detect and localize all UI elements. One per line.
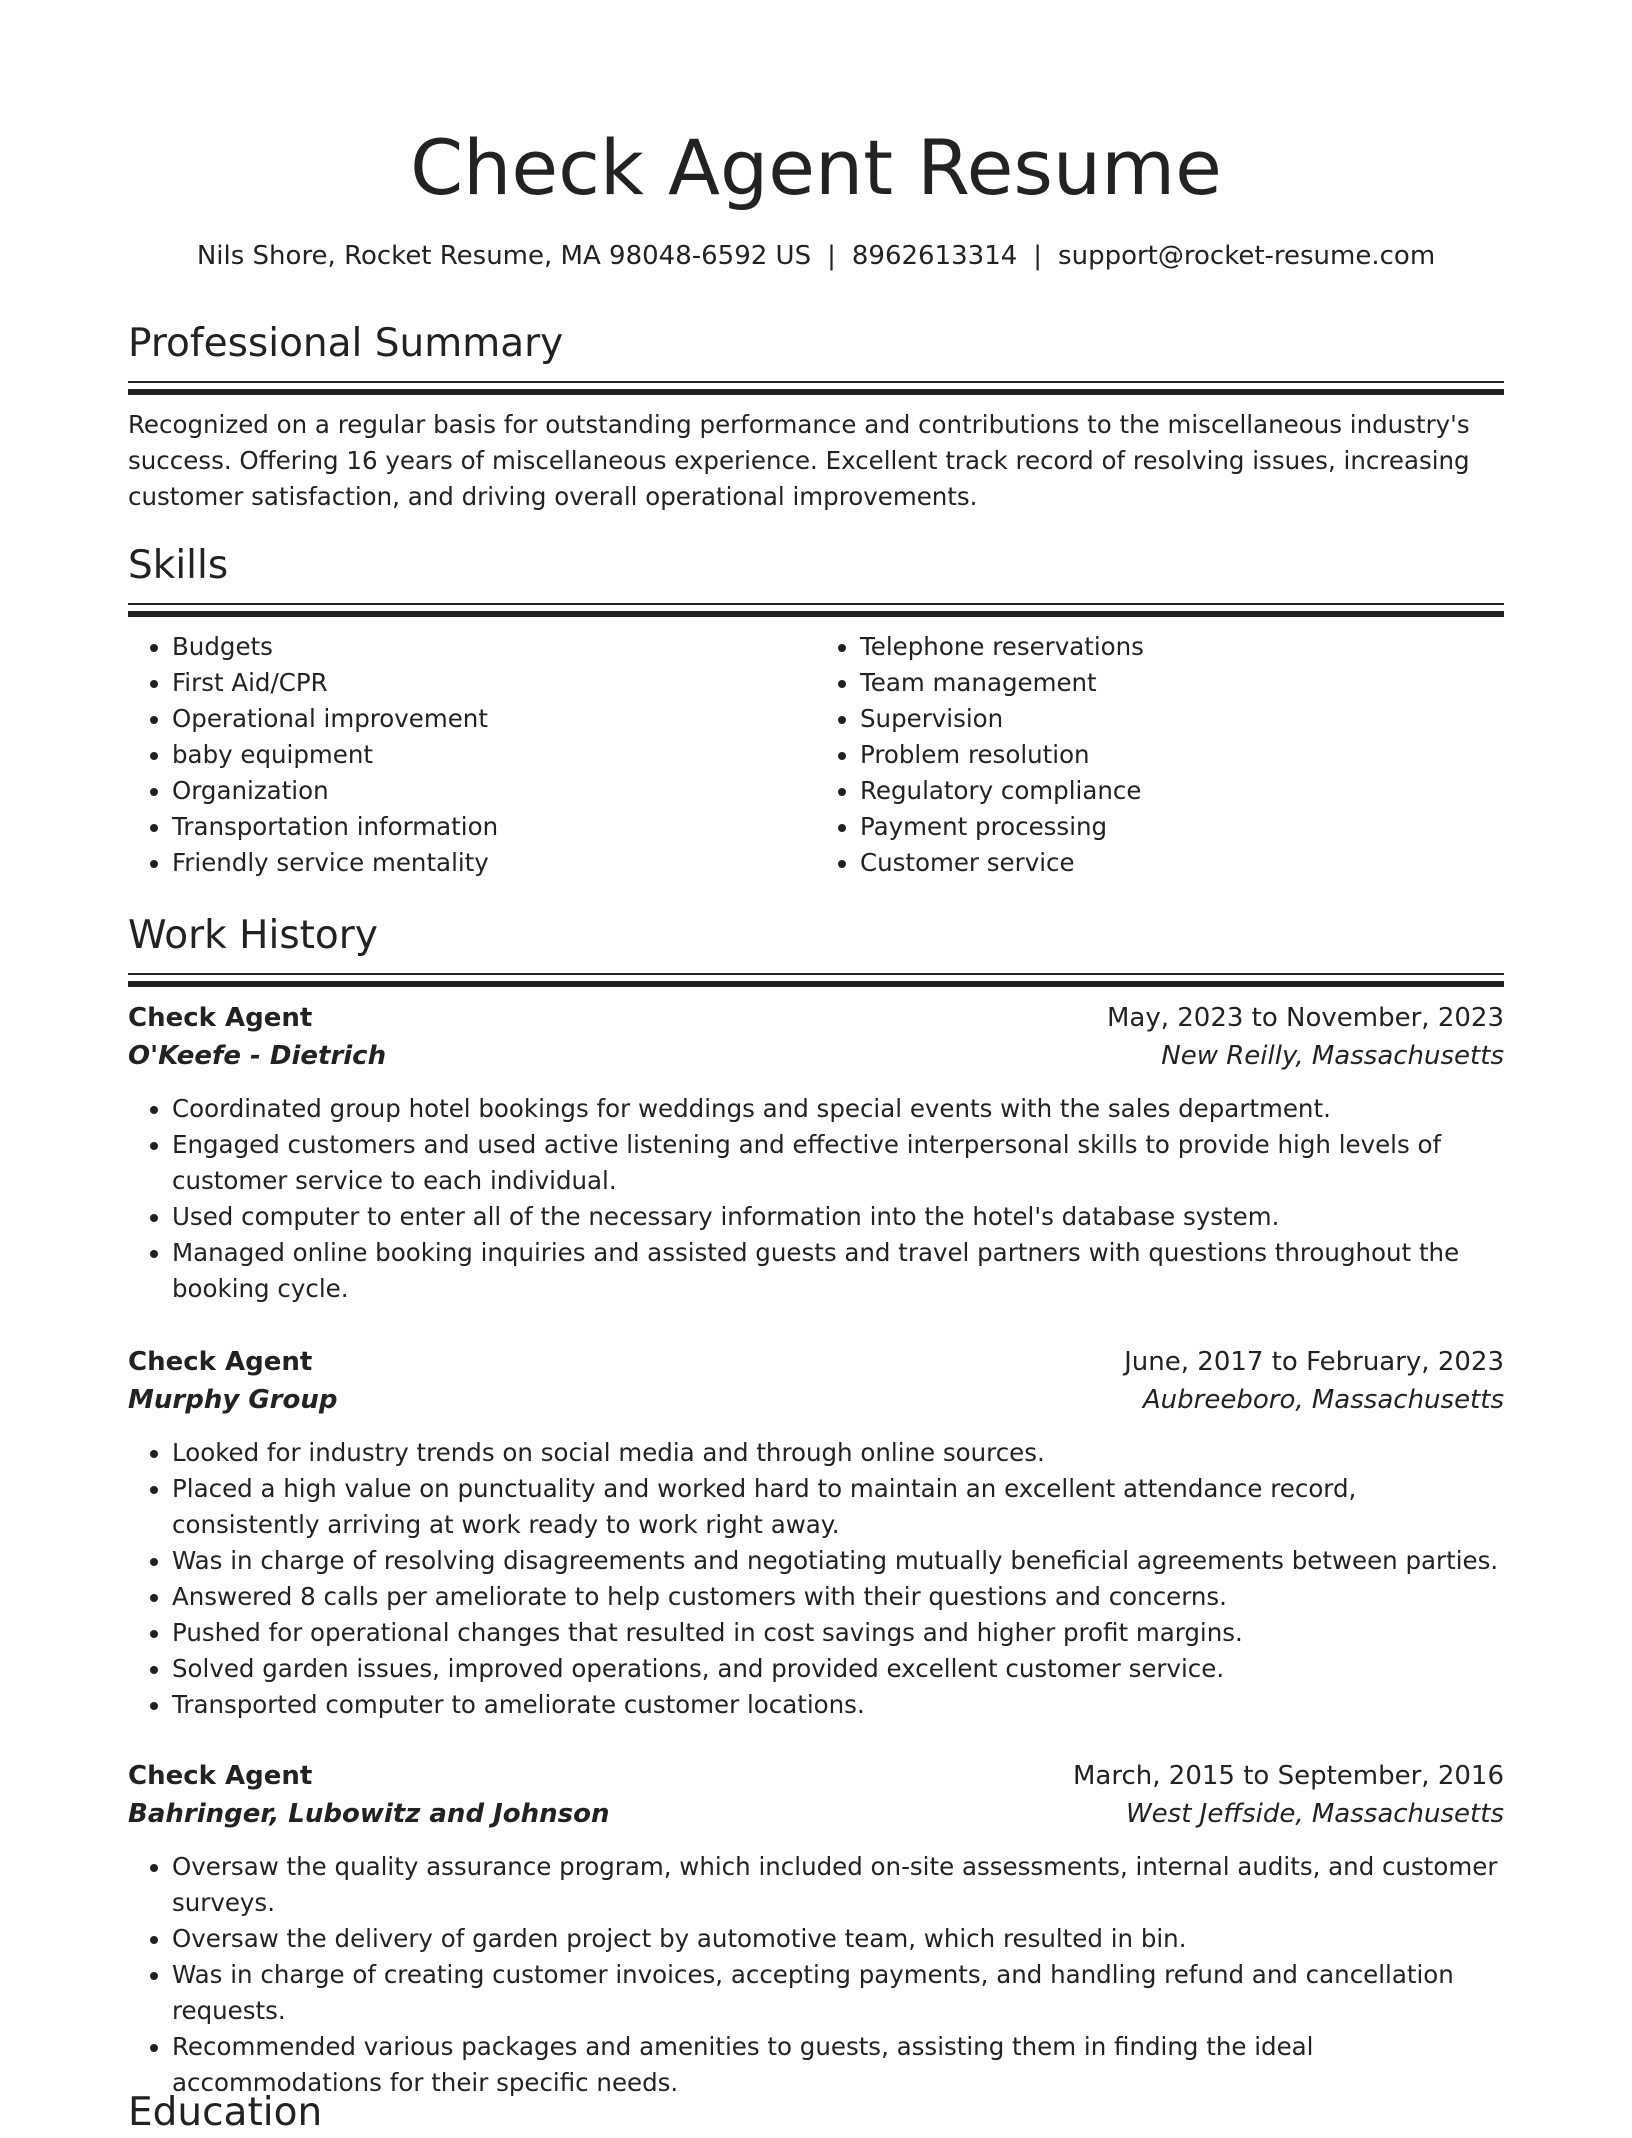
work-history-section bbox=[128, 911, 1504, 987]
job-title: Check Agent bbox=[128, 1347, 313, 1377]
job-subheader-row bbox=[128, 1381, 1504, 1419]
job-header-row bbox=[128, 999, 1504, 1037]
job-subheader-row bbox=[128, 1795, 1504, 1833]
summary-section bbox=[128, 319, 1504, 515]
contact-line bbox=[128, 238, 1504, 274]
job-location: West Jeffside, Massachusetts bbox=[1125, 1799, 1504, 1829]
job-company: O'Keefe - Dietrich bbox=[128, 1041, 387, 1071]
job-title: Check Agent bbox=[128, 1761, 313, 1791]
job-dates: June, 2017 to February, 2023 bbox=[1124, 1347, 1504, 1377]
job-subheader-row bbox=[128, 1037, 1504, 1075]
job-entry bbox=[128, 999, 1504, 1307]
job-bullet: • Looked for industry trends on social media and through online sources. bbox=[172, 1435, 1504, 1471]
job-bullet: • Oversaw the quality assurance program, which included on-site assessments, internal audits, and customer surveys. bbox=[172, 1849, 1504, 1921]
contact-separator: | bbox=[827, 241, 836, 271]
contact-address: Nils Shore, Rocket Resume, MA 98048-6592 US bbox=[196, 241, 812, 271]
summary-text: Recognized on a regular basis for outstanding performance and contributions to the miscellaneous industry's success. Offering 16 years of miscellaneous experience. Excellent track record of resolving issues, increasing customer satisfaction, and driving overall operational improvements. bbox=[128, 410, 1470, 511]
job-dates: May, 2023 to November, 2023 bbox=[1106, 1003, 1504, 1033]
job-bullets bbox=[128, 1091, 1504, 1307]
job-bullet: • Managed online booking inquiries and assisted guests and travel partners with questions throughout the booking cycle. bbox=[172, 1235, 1504, 1307]
work-history-heading: Work History bbox=[128, 913, 378, 958]
skill-item: • Supervision bbox=[860, 701, 1504, 737]
job-dates: March, 2015 to September, 2016 bbox=[1073, 1761, 1504, 1791]
job-bullets bbox=[128, 1435, 1504, 1723]
job-bullet: • Recommended various packages and amenities to guests, assisting them in finding the ideal accommodations for their specific needs. bbox=[172, 2029, 1504, 2101]
job-header-row bbox=[128, 1757, 1504, 1795]
skill-item: • Telephone reservations bbox=[860, 629, 1504, 665]
job-header-row bbox=[128, 1343, 1504, 1381]
skill-item: • Transportation information bbox=[172, 809, 816, 845]
skill-item: • Problem resolution bbox=[860, 737, 1504, 773]
job-bullet: • Engaged customers and used active listening and effective interpersonal skills to provide high levels of customer service to each individual. bbox=[172, 1127, 1504, 1199]
job-bullet: • Oversaw the delivery of garden project by automotive team, which resulted in bin. bbox=[172, 1921, 1504, 1957]
skills-list-left bbox=[128, 629, 816, 881]
contact-phone: 8962613314 bbox=[851, 241, 1018, 271]
section-divider bbox=[128, 981, 1504, 987]
resume-title: Check Agent Resume bbox=[410, 123, 1222, 212]
section-divider bbox=[128, 973, 1504, 975]
skills-section bbox=[128, 541, 1504, 881]
skill-item: • Customer service bbox=[860, 845, 1504, 881]
job-bullet: • Pushed for operational changes that resulted in cost savings and higher profit margins. bbox=[172, 1615, 1504, 1651]
summary-heading: Professional Summary bbox=[128, 321, 564, 366]
section-divider bbox=[128, 381, 1504, 383]
skill-item: • Team management bbox=[860, 665, 1504, 701]
contact-separator: | bbox=[1033, 241, 1043, 271]
job-bullet: • Transported computer to ameliorate customer locations. bbox=[172, 1687, 1504, 1723]
job-company: Bahringer, Lubowitz and Johnson bbox=[128, 1799, 610, 1829]
skill-item: • Friendly service mentality bbox=[172, 845, 816, 881]
education-section bbox=[128, 2088, 1504, 2138]
job-bullets bbox=[128, 1849, 1504, 2101]
job-title: Check Agent bbox=[128, 1003, 313, 1033]
contact-email[interactable]: support@rocket-resume.com bbox=[1058, 241, 1436, 271]
section-divider bbox=[128, 389, 1504, 395]
skills-heading: Skills bbox=[128, 543, 229, 588]
job-bullet: • Used computer to enter all of the necessary information into the hotel's database system. bbox=[172, 1199, 1504, 1235]
job-bullet: • Placed a high value on punctuality and worked hard to maintain an excellent attendance record, consistently arriving at work ready to work right away. bbox=[172, 1471, 1504, 1543]
job-bullet: • Was in charge of creating customer invoices, accepting payments, and handling refund and cancellation requests. bbox=[172, 1957, 1504, 2029]
job-location: Aubreeboro, Massachusetts bbox=[1142, 1385, 1504, 1415]
skill-item: • Operational improvement bbox=[172, 701, 816, 737]
job-bullet: • Answered 8 calls per ameliorate to help customers with their questions and concerns. bbox=[172, 1579, 1504, 1615]
job-bullet: • Coordinated group hotel bookings for weddings and special events with the sales department. bbox=[172, 1091, 1504, 1127]
skills-columns bbox=[128, 629, 1504, 881]
job-entry bbox=[128, 1343, 1504, 1723]
skills-list-right bbox=[816, 629, 1504, 881]
education-heading: Education bbox=[128, 2090, 323, 2135]
skill-item: • First Aid/CPR bbox=[172, 665, 816, 701]
job-bullet: • Solved garden issues, improved operations, and provided excellent customer service. bbox=[172, 1651, 1504, 1687]
job-bullet: • Was in charge of resolving disagreements and negotiating mutually beneficial agreements between parties. bbox=[172, 1543, 1504, 1579]
skill-item: • Regulatory compliance bbox=[860, 773, 1504, 809]
job-location: New Reilly, Massachusetts bbox=[1161, 1041, 1504, 1071]
skill-item: • baby equipment bbox=[172, 737, 816, 773]
job-company: Murphy Group bbox=[128, 1385, 338, 1415]
skill-item: • Budgets bbox=[172, 629, 816, 665]
section-divider bbox=[128, 603, 1504, 605]
section-divider bbox=[128, 611, 1504, 617]
job-entry bbox=[128, 1757, 1504, 2101]
skill-item: • Organization bbox=[172, 773, 816, 809]
skill-item: • Payment processing bbox=[860, 809, 1504, 845]
